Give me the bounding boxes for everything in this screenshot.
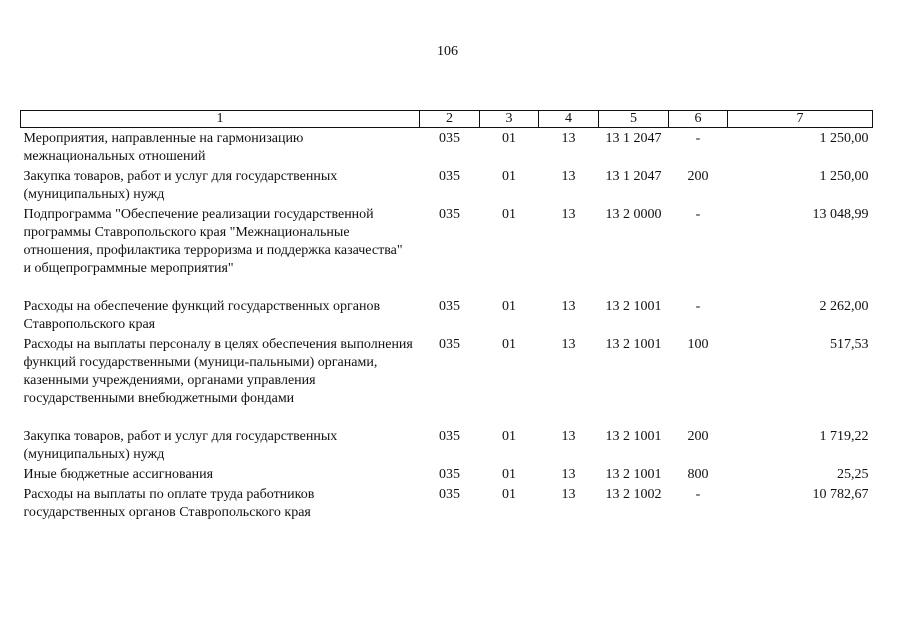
header-col-5: 5 [599, 111, 669, 128]
table-body [21, 128, 873, 525]
row-code-5: 13 2 0000 [605, 207, 662, 222]
row-code-4: 13 [561, 131, 576, 146]
row-code-5: 13 2 1001 [605, 299, 662, 314]
row-name: Расходы на обеспечение функций государственных органов Ставропольского края [23, 299, 381, 332]
row-code-3: 01 [502, 429, 516, 444]
row-code-4: 13 [561, 337, 576, 352]
row-code-3: 01 [502, 169, 516, 184]
header-col-6: 6 [669, 111, 728, 128]
row-name: Подпрограмма "Обеспечение реализации государственной программы Ставропольского края "Межнациональные отношения, профилактика терроризма и поддержка казачества" и общепрограммные мероприятия" [23, 207, 403, 276]
header-col-4: 4 [539, 111, 599, 128]
row-code-2: 035 [439, 131, 460, 146]
row-code-6: - [695, 299, 701, 314]
row-code-3: 01 [502, 487, 516, 502]
row-code-4: 13 [561, 299, 576, 314]
row-code-6: 200 [687, 429, 709, 444]
row-amount: 13 048,99 [812, 207, 869, 222]
row-amount: 2 262,00 [819, 299, 869, 314]
row-code-6: - [695, 207, 701, 222]
row-code-2: 035 [439, 467, 460, 482]
header-col-2: 2 [420, 111, 480, 128]
row-amount: 25,25 [837, 467, 869, 482]
row-code-6: 100 [687, 337, 709, 352]
row-name: Закупка товаров, работ и услуг для государственных (муниципальных) нужд [23, 169, 338, 202]
row-amount: 1 250,00 [819, 131, 869, 146]
row-code-6: - [695, 131, 701, 146]
row-code-2: 035 [439, 487, 460, 502]
table-row [21, 336, 873, 428]
row-code-6: - [695, 487, 701, 502]
row-amount: 1 250,00 [819, 169, 869, 184]
row-code-5: 13 1 2047 [605, 131, 662, 146]
row-code-2: 035 [439, 207, 460, 222]
row-code-5: 13 2 1002 [605, 487, 662, 502]
page-number: 106 [437, 44, 458, 59]
row-code-2: 035 [439, 337, 460, 352]
row-name: Расходы на выплаты персоналу в целях обеспечения выполнения функций государственными (муници-пальными) органами, казенными учреждениями, органами управления государственными внебюджетными фондами [23, 337, 413, 406]
table-header [21, 111, 873, 128]
table-row [21, 168, 873, 206]
row-name: Закупка товаров, работ и услуг для государственных (муниципальных) нужд [23, 429, 338, 462]
table-row [21, 466, 873, 486]
row-code-6: 800 [687, 467, 709, 482]
table-row [21, 298, 873, 336]
row-code-6: 200 [687, 169, 709, 184]
row-code-2: 035 [439, 299, 460, 314]
row-code-5: 13 1 2047 [605, 169, 662, 184]
table-row [21, 206, 873, 298]
row-name: Иные бюджетные ассигнования [23, 467, 214, 482]
row-code-4: 13 [561, 487, 576, 502]
row-code-5: 13 2 1001 [605, 429, 662, 444]
header-row [21, 111, 873, 128]
row-code-3: 01 [502, 131, 516, 146]
table-row [21, 486, 873, 524]
row-code-4: 13 [561, 207, 576, 222]
row-code-3: 01 [502, 299, 516, 314]
row-code-2: 035 [439, 169, 460, 184]
row-code-3: 01 [502, 207, 516, 222]
row-code-4: 13 [561, 429, 576, 444]
row-name: Расходы на выплаты по оплате труда работников государственных органов Ставропольского края [23, 487, 315, 520]
row-code-3: 01 [502, 337, 516, 352]
row-amount: 10 782,67 [812, 487, 869, 502]
table-row [21, 128, 873, 169]
row-amount: 1 719,22 [819, 429, 869, 444]
header-col-7: 7 [728, 111, 873, 128]
row-code-2: 035 [439, 429, 460, 444]
row-code-4: 13 [561, 467, 576, 482]
budget-table [20, 110, 873, 524]
table-row [21, 428, 873, 466]
row-amount: 517,53 [830, 337, 869, 352]
header-col-1: 1 [21, 111, 420, 128]
row-name: Мероприятия, направленные на гармонизацию межнациональных отношений [23, 131, 304, 164]
row-code-5: 13 2 1001 [605, 337, 662, 352]
row-code-4: 13 [561, 169, 576, 184]
row-code-3: 01 [502, 467, 516, 482]
header-col-3: 3 [480, 111, 539, 128]
row-code-5: 13 2 1001 [605, 467, 662, 482]
